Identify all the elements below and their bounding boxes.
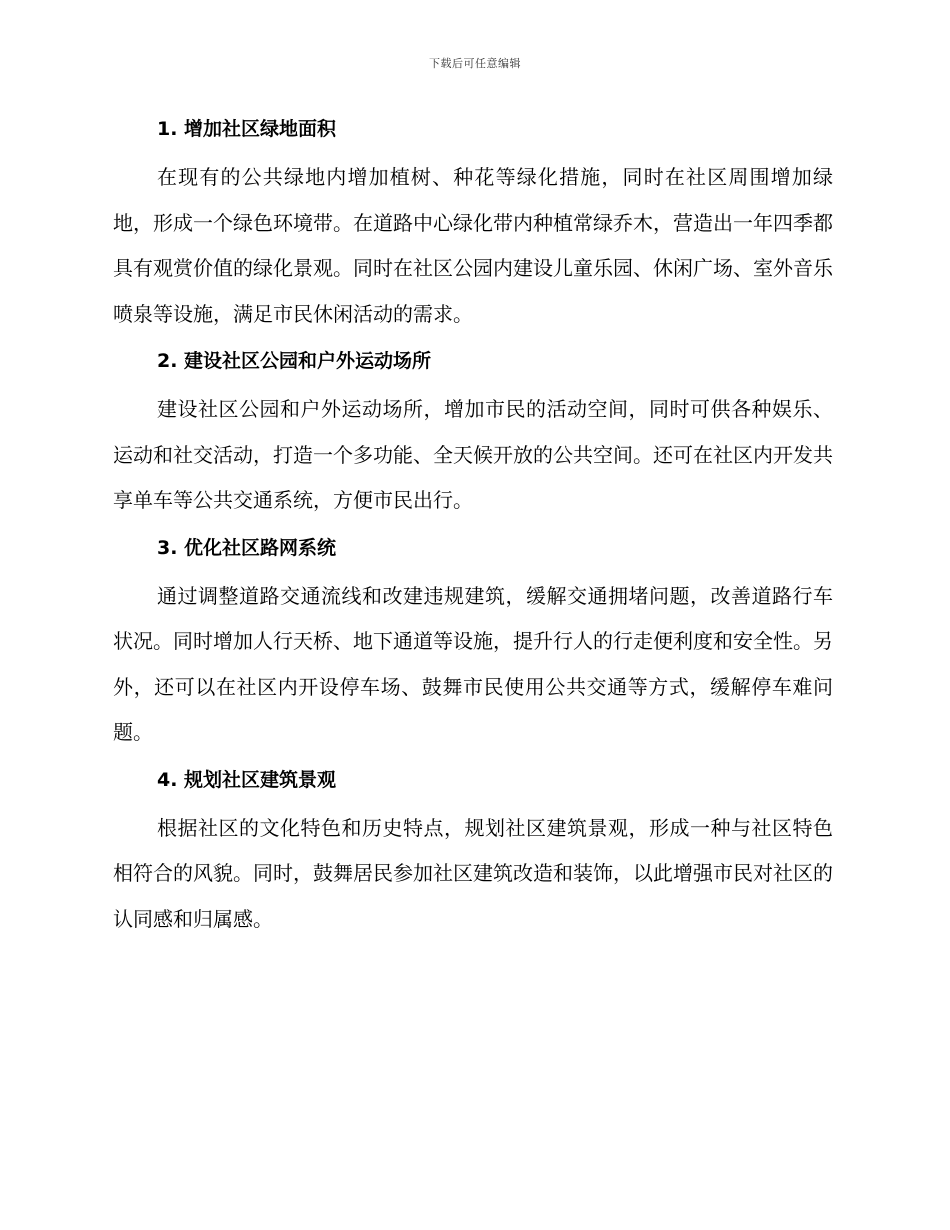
section-paragraph: 根据社区的文化特色和历史特点，规划社区建筑景观，形成一种与社区特色相符合的风貌。同时，鼓舞居民参加社区建筑改造和装饰，以此增强市民对社区的认同感和归属感。 <box>113 815 833 931</box>
document-content <box>113 112 833 942</box>
section-paragraph: 通过调整道路交通流线和改建违规建筑，缓解交通拥堵问题，改善道路行车状况。同时增加人行天桥、地下通道等设施，提升行人的行走便利度和安全性。另外，还可以在社区内开设停车场、鼓舞市民使用公共交通等方式，缓解停车难问题。 <box>113 583 833 744</box>
section-community-park <box>113 344 833 524</box>
section-paragraph: 在现有的公共绿地内增加植树、种花等绿化措施，同时在社区周围增加绿地，形成一个绿色环境带。在道路中心绿化带内种植常绿乔木，营造出一年四季都具有观赏价值的绿化景观。同时在社区公园内建设儿童乐园、休闲广场、室外音乐喷泉等设施，满足市民休闲活动的需求。 <box>113 165 833 326</box>
section-architecture <box>113 763 833 943</box>
section-heading: 2. 建设社区公园和户外运动场所 <box>157 350 432 372</box>
section-road-network <box>113 531 833 756</box>
section-heading: 4. 规划社区建筑景观 <box>157 768 337 791</box>
header-note: 下载后可任意编辑 <box>429 57 521 70</box>
section-heading: 1. 增加社区绿地面积 <box>157 118 337 140</box>
section-heading: 3. 优化社区路网系统 <box>157 536 337 559</box>
section-paragraph: 建设社区公园和户外运动场所，增加市民的活动空间，同时可供各种娱乐、运动和社交活动，打造一个多功能、全天候开放的公共空间。还可在社区内开发共享单车等公共交通系统，方便市民出行。 <box>113 397 833 512</box>
section-green-space <box>113 112 833 337</box>
